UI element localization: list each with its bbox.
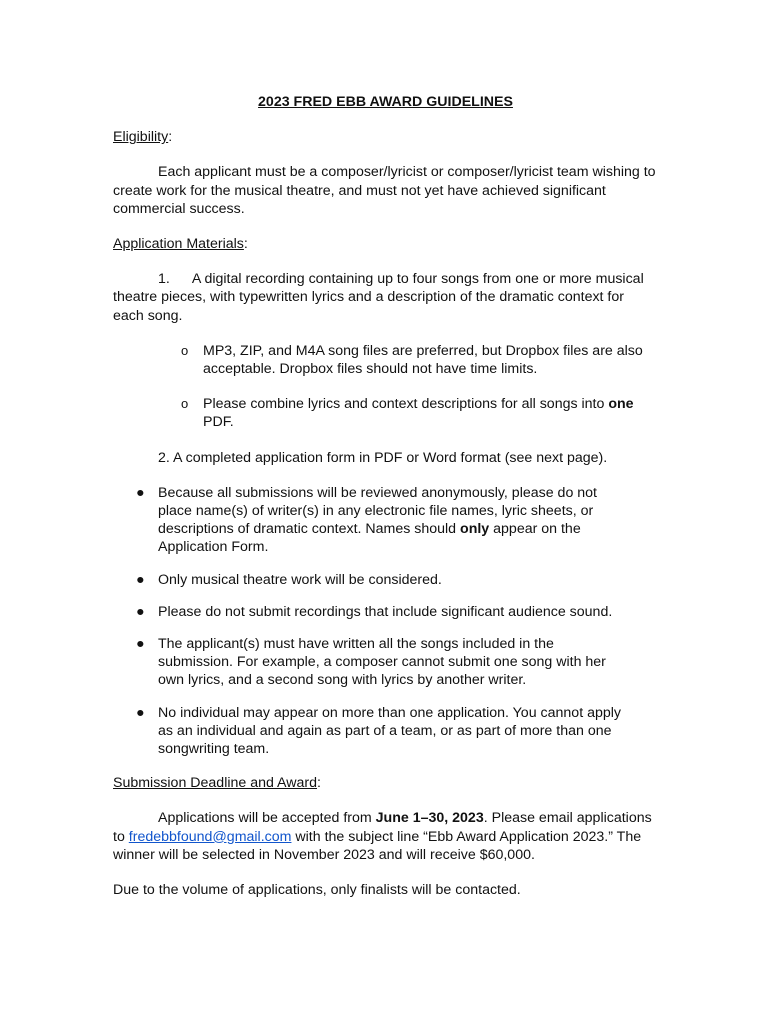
bullet-icon: ● bbox=[136, 484, 145, 501]
materials-item-1 bbox=[113, 270, 658, 325]
materials-sub-2-bold: one bbox=[608, 396, 634, 413]
bullet-icon: ● bbox=[136, 603, 145, 620]
eligibility-heading bbox=[113, 128, 658, 146]
deadline-p1-mid: . Please email applications to bbox=[113, 810, 652, 845]
list-item bbox=[113, 603, 678, 621]
materials-heading-label: Application Materials bbox=[113, 236, 244, 253]
eligibility-heading-label: Eligibility bbox=[113, 129, 169, 146]
materials-item-1-number: 1. bbox=[158, 271, 170, 288]
bullet-icon: ● bbox=[136, 571, 145, 588]
email-link[interactable]: fredebbfound@gmail.com bbox=[128, 828, 292, 845]
list-item bbox=[113, 395, 658, 431]
bullet-4-text: The applicant(s) must have written all the songs included in the submission. For example, a composer cannot submit one song with her own lyrics, and a second song with lyrics by another writer. bbox=[158, 636, 606, 689]
deadline-p1-post: with the subject line “Ebb Award Application 2023.” The winner will be selected in November 2023 and will receive $60,000. bbox=[113, 828, 642, 863]
deadline-p1-pre: Applications will be accepted from bbox=[158, 810, 376, 827]
materials-sub-2-post: PDF. bbox=[203, 414, 234, 431]
list-item bbox=[113, 571, 608, 589]
bullet-1-bold: only bbox=[460, 521, 490, 538]
list-item bbox=[113, 635, 608, 690]
materials-heading bbox=[113, 235, 658, 253]
bullet-1-post: appear on the Application Form. bbox=[158, 521, 581, 556]
circle-bullet-icon: o bbox=[181, 396, 189, 412]
bullet-5-text: No individual may appear on more than one application. You cannot apply as an individual and again as part of a team, or as part of more than one songwriting team. bbox=[158, 704, 621, 758]
circle-bullet-icon: o bbox=[181, 342, 189, 358]
materials-sub-2-pre: Please combine lyrics and context descriptions for all songs into bbox=[203, 396, 609, 413]
rules-bullet-list bbox=[113, 484, 658, 758]
deadline-heading bbox=[113, 774, 658, 792]
list-item bbox=[113, 484, 608, 557]
finalists-note: Due to the volume of applications, only finalists will be contacted. bbox=[113, 882, 521, 899]
bullet-2-text: Only musical theatre work will be considered. bbox=[158, 571, 442, 588]
deadline-dates: June 1–30, 2023 bbox=[375, 810, 484, 827]
list-item bbox=[113, 342, 658, 378]
eligibility-text: Each applicant must be a composer/lyricist or composer/lyricist team wishing to create work for the musical theatre, and must not yet have achieved significant commercial success. bbox=[113, 164, 656, 217]
bullet-1-pre: Because all submissions will be reviewed anonymously, please do not place name(s) of writer(s) in any electronic file names, lyric sheets, or descriptions of dramatic context. Names should bbox=[158, 484, 597, 538]
document-page bbox=[113, 93, 658, 916]
deadline-heading-colon: : bbox=[317, 775, 321, 792]
materials-sublist bbox=[113, 342, 658, 432]
materials-item-2: 2. A completed application form in PDF or Word format (see next page). bbox=[158, 449, 608, 466]
bullet-icon: ● bbox=[136, 704, 145, 721]
materials-heading-colon: : bbox=[243, 236, 248, 253]
deadline-heading-label: Submission Deadline and Award bbox=[113, 775, 318, 792]
deadline-paragraph bbox=[113, 809, 658, 864]
materials-item-1-text: A digital recording containing up to four songs from one or more musical theatre pieces, with typewritten lyrics and a description of the dramatic context for each song. bbox=[113, 271, 644, 324]
document-title: 2023 FRED EBB AWARD GUIDELINES bbox=[258, 94, 513, 110]
bullet-icon: ● bbox=[136, 636, 145, 653]
bullet-3-text: Please do not submit recordings that include significant audience sound. bbox=[158, 603, 613, 620]
materials-sub-1-text: MP3, ZIP, and M4A song files are preferred, but Dropbox files are also acceptable. Dropbox files should not have time limits. bbox=[203, 342, 643, 378]
list-item bbox=[113, 704, 628, 759]
eligibility-heading-colon: : bbox=[168, 129, 173, 146]
